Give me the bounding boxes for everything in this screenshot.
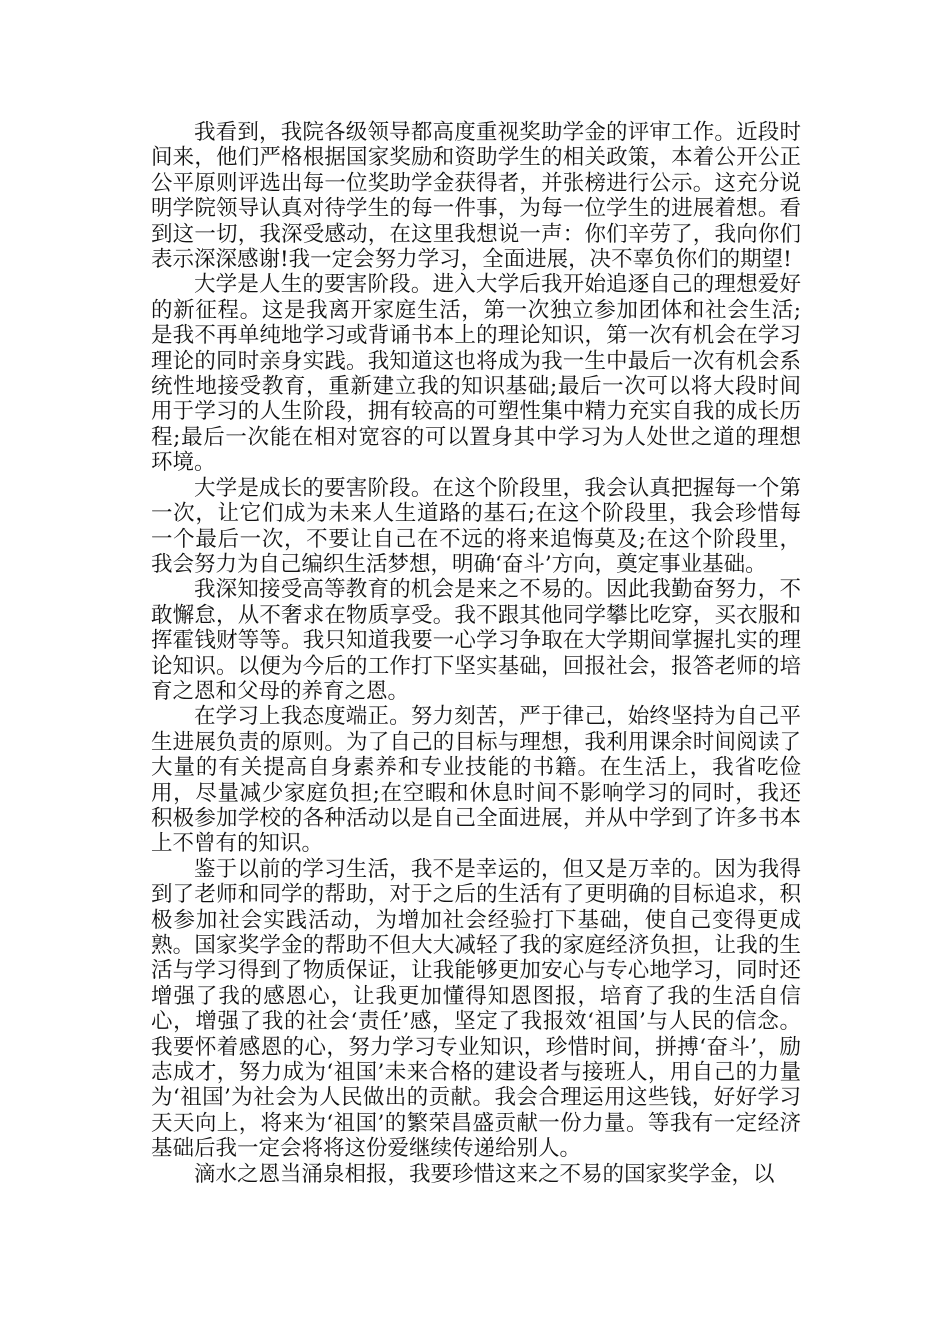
paragraph-1: 我看到，我院各级领导都高度重视奖助学金的评审工作。近段时间来，他们严格根据国家奖励和资助学生的相关政策，本着公开公正公平原则评选出每一位奖助学金获得者，并张榜进行公示。这充分说明学院领导认真对待学生的每一件事，为每一位学生的进展着想。看到这一切，我深受感动，在这里我想说一声：你们辛劳了，我向你们表示深深感谢!我一定会努力学习，全面进展，决不辜负你们的期望!	[151, 120, 801, 273]
paragraph-4: 我深知接受高等教育的机会是来之不易的。因此我勤奋努力，不敢懈怠，从不奢求在物质享受。我不跟其他同学攀比吃穿，买衣服和挥霍钱财等等。我只知道我要一心学习争取在大学期间掌握扎实的理论知识。以便为今后的工作打下坚实基础，回报社会，报答老师的培育之恩和父母的养育之恩。	[151, 577, 801, 704]
document-body	[151, 120, 801, 1187]
paragraph-6: 鉴于以前的学习生活，我不是幸运的，但又是万幸的。因为我得到了老师和同学的帮助，对于之后的生活有了更明确的目标追求，积极参加社会实践活动，为增加社会经验打下基础，使自己变得更成熟。国家奖学金的帮助不但大大减轻了我的家庭经济负担，让我的生活与学习得到了物质保证，让我能够更加安心与专心地学习，同时还增强了我的感恩心，让我更加懂得知恩图报，培育了我的生活自信心，增强了我的社会‘责任’感，坚定了我报效‘祖国’与人民的信念。我要怀着感恩的心，努力学习专业知识，珍惜时间，拼搏‘奋斗’，励志成才，努力成为‘祖国’未来合格的建设者与接班人，用自己的力量为‘祖国’为社会为人民做出的贡献。我会合理运用这些钱，好好学习天天向上，将来为‘祖国’的繁荣昌盛贡献一份力量。等我有一定经济基础后我一定会将将这份爱继续传递给别人。	[151, 856, 801, 1162]
paragraph-2: 大学是人生的要害阶段。进入大学后我开始追逐自己的理想爱好的新征程。这是我离开家庭生活，第一次独立参加团体和社会生活;是我不再单纯地学习或背诵书本上的理论知识，第一次有机会在学习理论的同时亲身实践。我知道这也将成为我一生中最后一次有机会系统性地接受教育，重新建立我的知识基础;最后一次可以将大段时间用于学习的人生阶段，拥有较高的可塑性集中精力充实自我的成长历程;最后一次能在相对宽容的可以置身其中学习为人处世之道的理想环境。	[151, 272, 801, 476]
paragraph-5: 在学习上我态度端正。努力刻苦，严于律己，始终坚持为自己平生进展负责的原则。为了自己的目标与理想，我利用课余时间阅读了大量的有关提高自身素养和专业技能的书籍。在生活上，我省吃俭用，尽量减少家庭负担;在空暇和休息时间不影响学习的同时，我还积极参加学校的各种活动以是自己全面进展，并从中学到了许多书本上不曾有的知识。	[151, 704, 801, 857]
paragraph-7: 滴水之恩当涌泉相报，我要珍惜这来之不易的国家奖学金，以	[194, 1161, 775, 1187]
paragraph-3: 大学是成长的要害阶段。在这个阶段里，我会认真把握每一个第一次，让它们成为未来人生道路的基石;在这个阶段里，我会珍惜每一个最后一次，不要让自己在不远的将来追悔莫及;在这个阶段里，我会努力为自己编织生活梦想，明确‘奋斗’方向，奠定事业基础。	[151, 475, 801, 577]
